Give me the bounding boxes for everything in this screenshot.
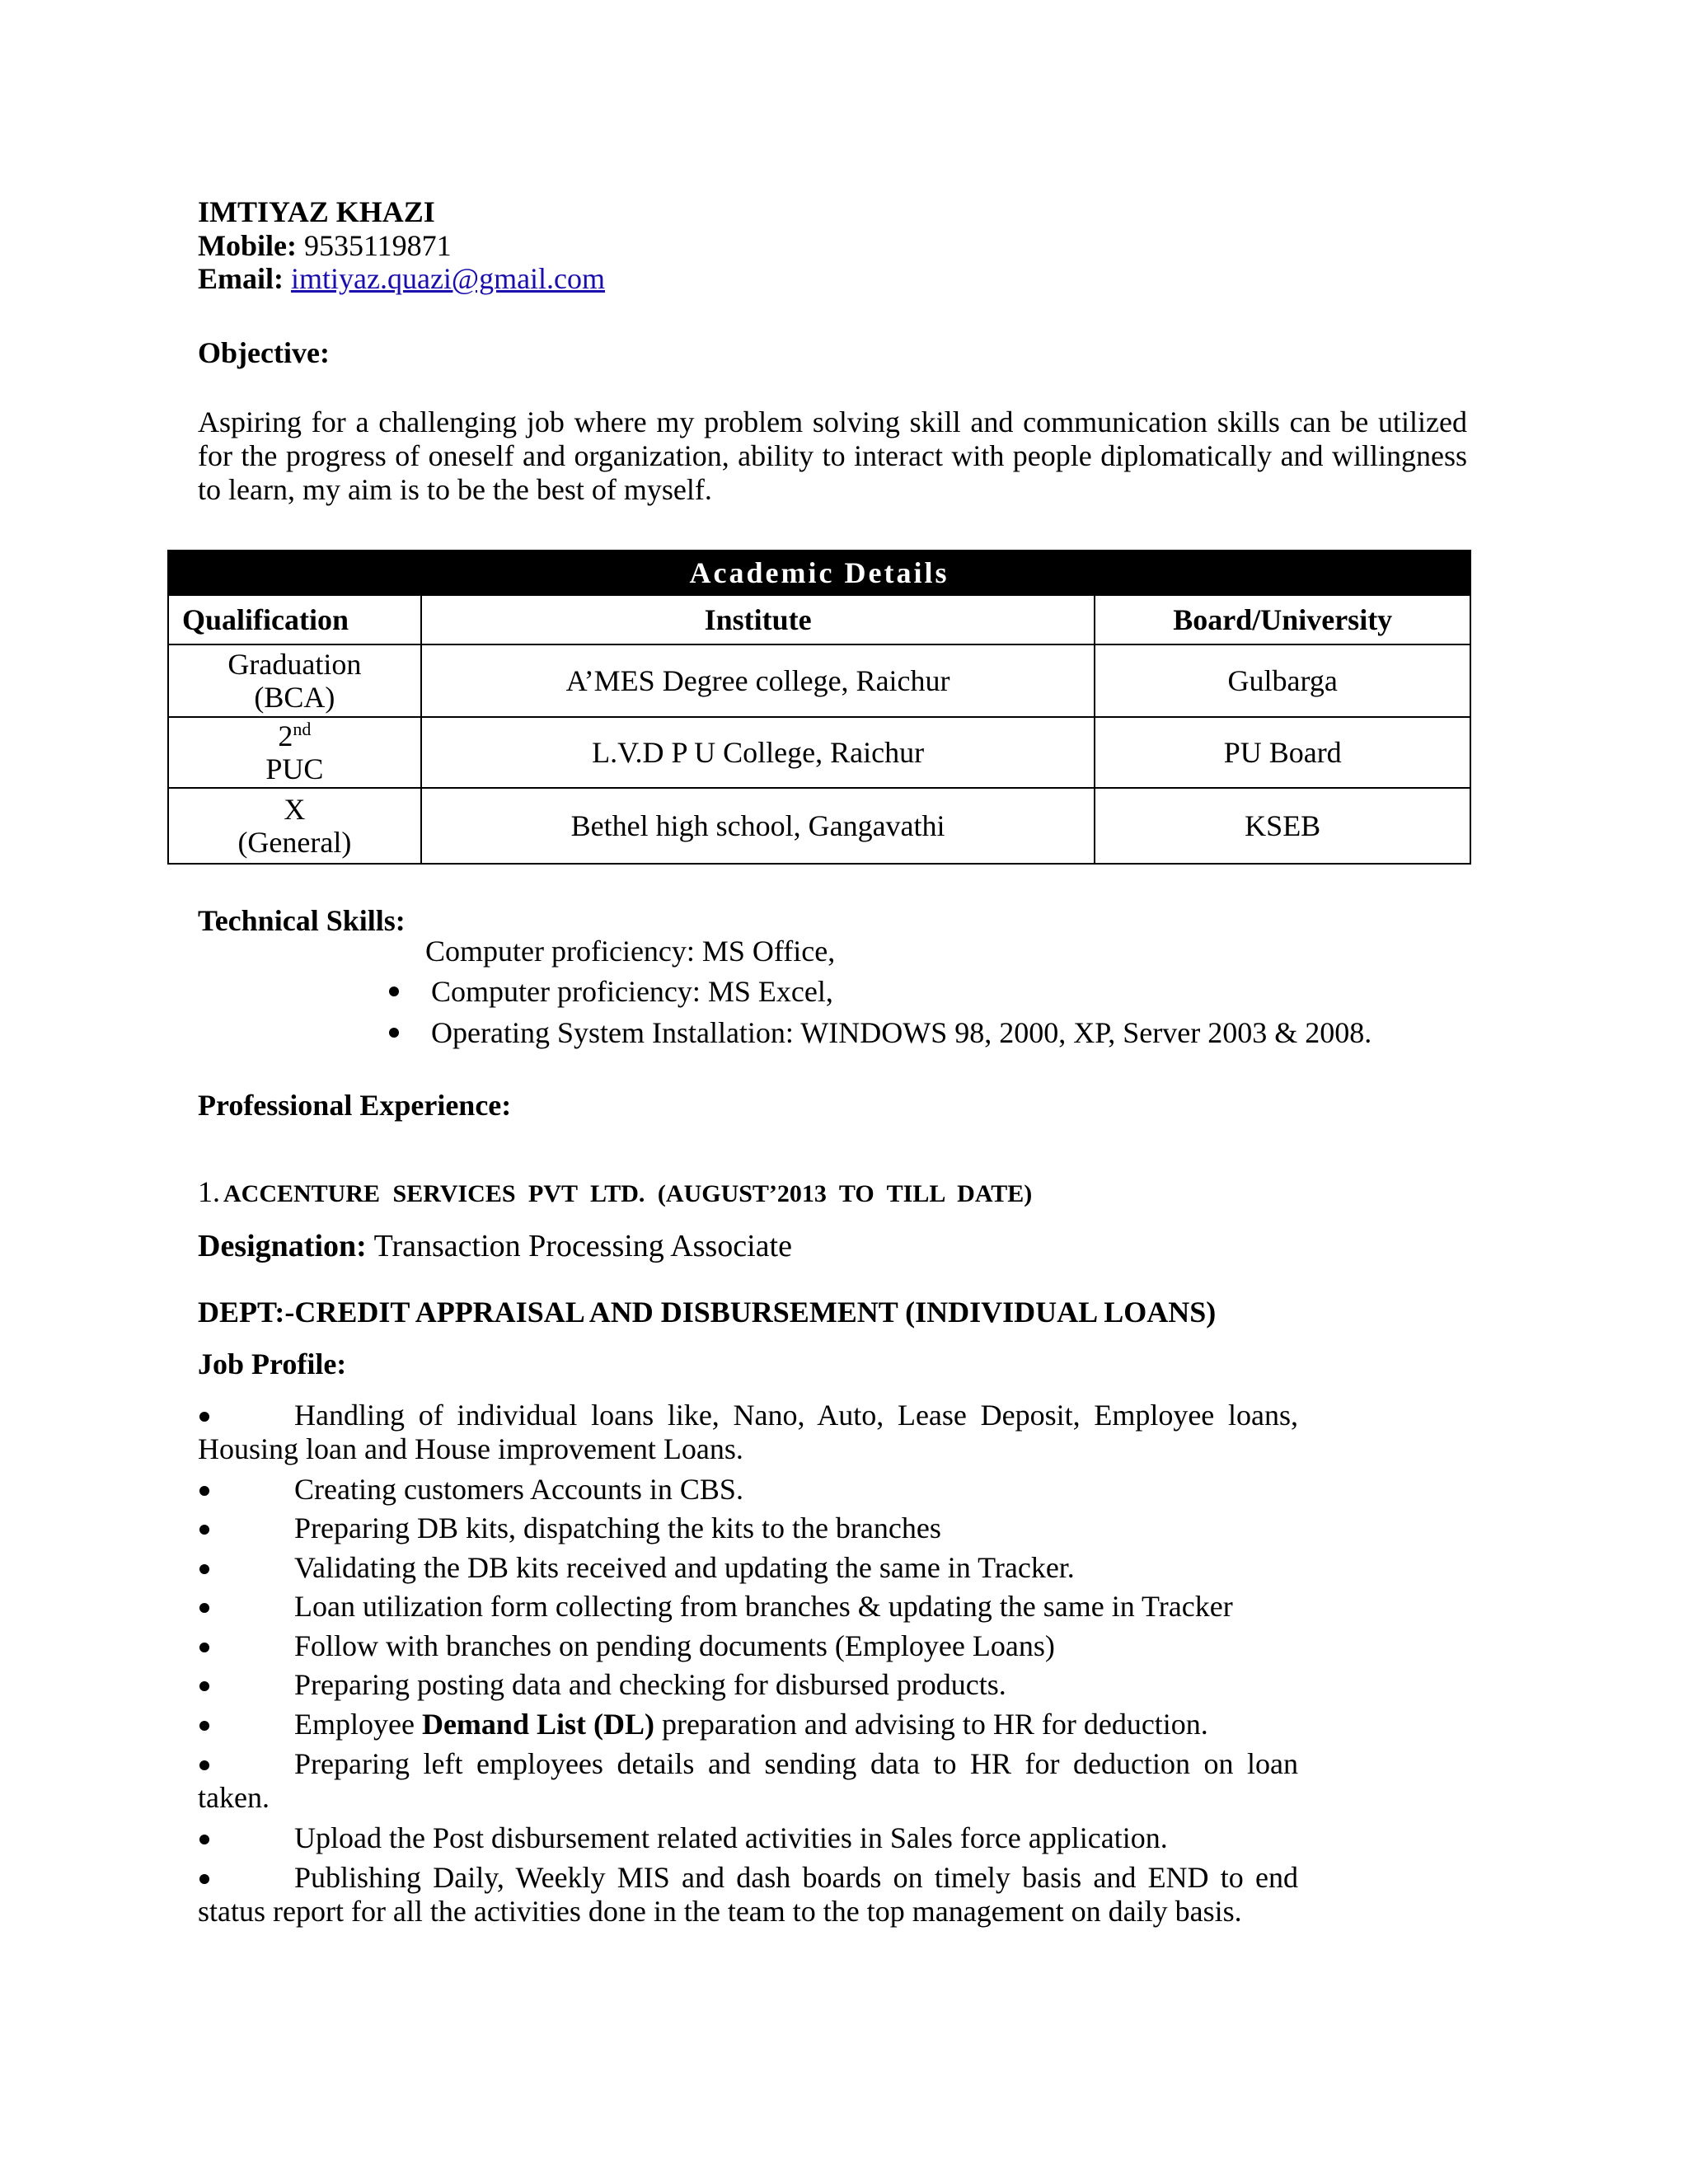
job-profile-heading: Job Profile: [198,1347,347,1380]
table-row [168,788,1470,864]
bullet-icon [199,1721,209,1731]
mobile-label: Mobile: [198,229,297,262]
job-profile-item: Handling of individual loans like, Nano, Auto, Lease Deposit, Employee loans, Housing loan and House improvement Loans. [198,1399,1298,1465]
job-profile-item: Follow with branches on pending documents (Employee Loans) [198,1629,1298,1663]
department-line: DEPT:-CREDIT APPRAISAL AND DISBURSEMENT (INDIVIDUAL LOANS) [198,1296,1217,1329]
bullet-icon [199,1760,209,1770]
job-profile-item: Loan utilization form collecting from branches & updating the same in Tracker [198,1590,1298,1624]
qualification-line: (General) [237,826,352,859]
demand-list-bold: Demand List (DL) [421,1708,654,1741]
column-header-institute: Institute [421,595,1095,644]
qualification-line: PUC [265,752,324,785]
objective-line: to learn, my aim is to be the best of myself. [198,473,712,506]
qualification-line: 2nd [278,719,312,752]
bullet-icon [389,987,399,996]
bullet-icon [199,1525,209,1535]
email-line [198,261,605,296]
job-profile-item: Publishing Daily, Weekly MIS and dash boards on timely basis and END to end status report for all the activities done in the team to the top management on daily basis. [198,1861,1298,1928]
bullet-icon [199,1643,209,1652]
skill-item: Computer proficiency: MS Excel, [431,975,833,1008]
email-label: Email: [198,262,284,295]
email-link[interactable]: imtiyaz.quazi@gmail.com [291,262,606,295]
institute-cell: A’MES Degree college, Raichur [421,644,1095,717]
job-profile-item: Preparing left employees details and sending data to HR for deduction on loan taken. [198,1747,1298,1814]
board-cell: PU Board [1095,717,1470,788]
board-cell: Gulbarga [1095,644,1470,717]
job-profile-item: Preparing DB kits, dispatching the kits to the branches [198,1511,1298,1545]
institute-cell: L.V.D P U College, Raichur [421,717,1095,788]
designation-label: Designation: [198,1229,367,1263]
board-cell: KSEB [1095,788,1470,864]
company-name: ACCENTURE SERVICES PVT LTD. (AUGUST’2013 TO TILL DATE) [223,1180,1033,1207]
bullet-icon [199,1564,209,1574]
designation-line [198,1228,792,1264]
company-number: 1. [198,1175,220,1208]
objective-line: Aspiring for a challenging job where my problem solving skill and communication skills can be utilized [198,405,1467,438]
qualification-cell [168,644,421,717]
skill-item: Computer proficiency: MS Office, [425,935,836,968]
bullet-icon [199,1486,209,1496]
bullet-icon [199,1412,209,1422]
column-header-board: Board/University [1095,595,1470,644]
designation-value: Transaction Processing Associate [373,1229,792,1263]
academic-table-title: Academic Details [168,551,1470,595]
column-header-qualification: Qualification [168,595,421,644]
qualification-line: X [284,793,306,826]
qualification-line: (BCA) [254,681,335,714]
bullet-icon [199,1681,209,1691]
objective-paragraph [198,405,1467,507]
job-profile-item: Validating the DB kits received and updating the same in Tracker. [198,1551,1298,1585]
company-line [198,1174,1032,1209]
objective-heading: Objective: [198,336,330,369]
qualification-cell [168,788,421,864]
bullet-icon [199,1874,209,1884]
candidate-name: IMTIYAZ KHAZI [198,195,435,228]
experience-heading: Professional Experience: [198,1089,512,1122]
bullet-icon [199,1603,209,1613]
qualification-line: Graduation [227,648,362,681]
job-profile-item: Employee Demand List (DL) preparation and advising to HR for deduction. [198,1708,1298,1741]
table-row [168,644,1470,717]
institute-cell: Bethel high school, Gangavathi [421,788,1095,864]
skill-item: Operating System Installation: WINDOWS 98, 2000, XP, Server 2003 & 2008. [431,1016,1372,1049]
qualification-cell [168,717,421,788]
mobile-line [198,228,452,263]
academic-details-table [167,550,1471,865]
mobile-value: 9535119871 [303,229,452,262]
bullet-icon [389,1028,399,1038]
job-profile-item: Upload the Post disbursement related activities in Sales force application. [198,1821,1298,1855]
bullet-icon [199,1835,209,1844]
job-profile-item: Preparing posting data and checking for disbursed products. [198,1668,1298,1702]
table-row [168,717,1470,788]
job-profile-item: Creating customers Accounts in CBS. [198,1473,1298,1507]
objective-line: for the progress of oneself and organization, ability to interact with people diplomatically and willingness [198,439,1467,472]
technical-skills-heading: Technical Skills: [198,904,406,937]
